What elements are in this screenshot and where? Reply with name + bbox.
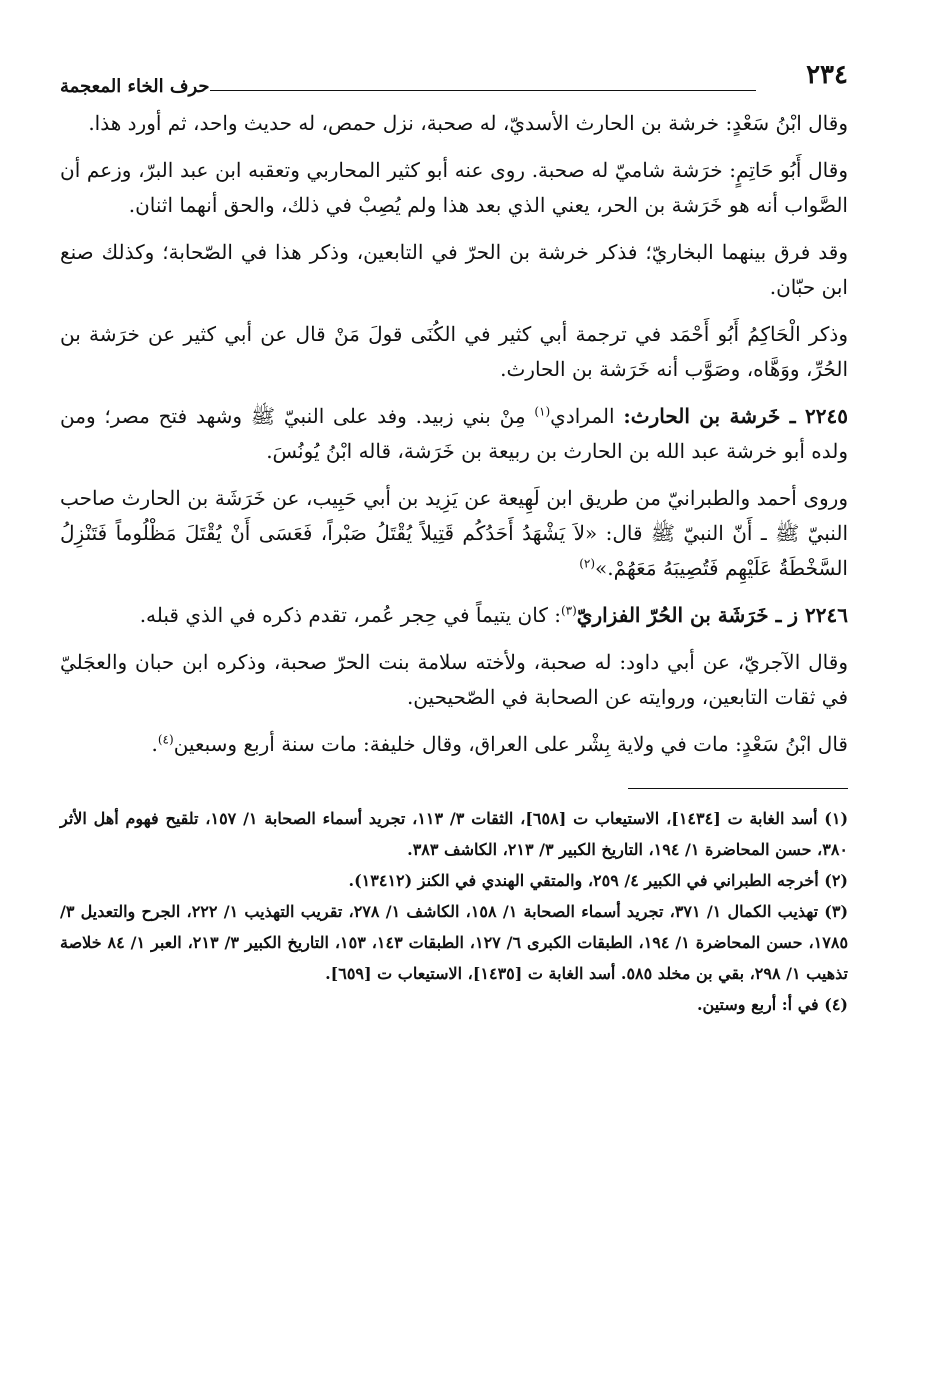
paragraph-text: قال ابْنُ سَعْدٍ: مات في ولاية بِشْر على العراق، وقال خليفة: مات سنة أربع وسبعين (173, 732, 848, 756)
footnote-marker: (٢) (579, 556, 596, 571)
entry-heading: ٢٢٤٥ ـ خَرشة بن الحارث: (623, 404, 849, 428)
paragraph (60, 727, 848, 762)
footnote-text: (٤) في أ: أربع وستين. (696, 995, 848, 1014)
footnote-marker: (٤) (157, 732, 174, 747)
header-rule (210, 90, 756, 91)
paragraph-text: وقد فرق بينهما البخاريّ؛ فذكر خرشة بن الحرّ في التابعين، وذكر هذا في الصّحابة؛ وكذلك صنع ابن حبّان. (60, 240, 848, 299)
footnote (60, 803, 848, 865)
paragraph (60, 106, 848, 141)
page-number: ٢٣٤ (806, 60, 848, 90)
paragraph (60, 235, 848, 305)
footnotes (60, 803, 848, 1020)
entry-heading: ٢٢٤٦ ز ـ خَرَشَة بن الحُرّ الفزاريّ (576, 603, 848, 627)
paragraph-text: وقال أَبُو حَاتِمٍ: خرَشة شاميّ له صحبة. روى عنه أبو كثير المحاربي وتعقبه ابن عبد البرّ، وزعم أن الصَّواب أنه هو خَرَشة بن الحر، يعني الذي بعد هذا ولم يُصِبْ في ذلك، والحق أنهما اثنان. (60, 158, 848, 217)
paragraph (60, 317, 848, 387)
footnote (60, 865, 848, 896)
biography-entry (60, 399, 848, 469)
footnote-text: (١) أسد الغابة ت [١٤٣٤]، الاستيعاب ت [٦٥٨]، الثقات ٣/ ١١٣، تجريد أسماء الصحابة ١/ ١٥٧، تلقيح فهوم أهل الأثر ٣٨٠، حسن المحاضرة ١/ ١٩٤، التاريخ الكبير ٣/ ٢١٣، الكاشف ٣٨٣. (60, 809, 849, 859)
entry-text: المرادي (550, 404, 615, 428)
paragraph (60, 645, 848, 715)
paragraph (60, 153, 848, 223)
paragraph-text: وروى أحمد والطبرانيّ من طريق ابن لَهِيعة عن يَزِيد بن أبي حَبِيب، عن خَرَشَة بن الحارث صاحب النبيّ ﷺ ـ أَنّ النبيّ ﷺ قال: «لاَ يَشْهَدُ أَحَدُكُم قَتِيلاً يُقْتَلُ صَبْراً، فَعَسَى أَنْ يُقْتَلَ مَظْلُوماً فَتَنْزِلُ السَّخْطَةُ عَلَيْهِم فَتُصِيبَهُ مَعَهُمْ.» (60, 486, 848, 580)
paragraph-text: . (151, 732, 158, 756)
footnote-rule (628, 788, 848, 789)
page-header (60, 60, 848, 100)
entry-text: : كان يتيماً في حِجر عُمر، تقدم ذكره في الذي قبله. (139, 603, 561, 627)
entry-text: مِنْ بني زبيد. وفد على النبيّ ﷺ وشهد فتح مصر؛ ومن ولده أبو خرشة عبد الله بن الحارث بن ربيعة بن خَرَشة، قاله ابْنُ يُونُسَ. (60, 404, 848, 463)
paragraph-text: وقال الآجريّ، عن أبي داود: له صحبة، ولأخته سلامة بنت الحرّ صحبة، وذكره ابن حبان والعجَليّ في ثقات التابعين، وروايته عن الصحابة في الصّحيحين. (60, 650, 848, 709)
paragraph-text: وقال ابْنُ سَعْدٍ: خرشة بن الحارث الأسديّ، له صحبة، نزل حمص، له حديث واحد، ثم أورد هذا. (88, 111, 848, 135)
document-page (60, 60, 848, 1020)
footnote-marker: (١) (534, 404, 551, 419)
paragraph-text: وذكر الْحَاكِمُ أَبُو أَحْمَد في ترجمة أبي كثير في الكُنَى قولَ مَنْ قال عن أبي كثير عن خرَشة بن الحُرِّ، ووَهَّاه، وصَوَّب أنه خَرَشة بن الحارث. (60, 322, 848, 381)
running-title: حرف الخاء المعجمة (60, 76, 210, 97)
footnote (60, 989, 848, 1020)
footnote-text: (٢) أخرجه الطبراني في الكبير ٤/ ٢٥٩، والمتقي الهندي في الكنز (١٣٤١٢). (348, 871, 848, 890)
footnote (60, 896, 848, 989)
body-text (60, 106, 848, 762)
biography-entry (60, 598, 848, 633)
footnote-marker: (٣) (560, 603, 577, 618)
paragraph (60, 481, 848, 586)
footnote-text: (٣) تهذيب الكمال ١/ ٣٧١، تجريد أسماء الصحابة ١/ ١٥٨، الكاشف ١/ ٢٧٨، تقريب التهذيب ١/ ٢٢٢، الجرح والتعديل ٣/ ١٧٨٥، حسن المحاضرة ١/ ١٩٤، الطبقات الكبرى ٦/ ١٢٧، الطبقات ١٤٣، ١٥٣، التاريخ الكبير ٣/ ٢١٣، العبر ١/ ٨٤ خلاصة تذهيب ١/ ٢٩٨، بقي بن مخلد ٥٨٥. أسد الغابة ت [١٤٣٥]، الاستيعاب ت [٦٥٩]. (60, 902, 849, 983)
